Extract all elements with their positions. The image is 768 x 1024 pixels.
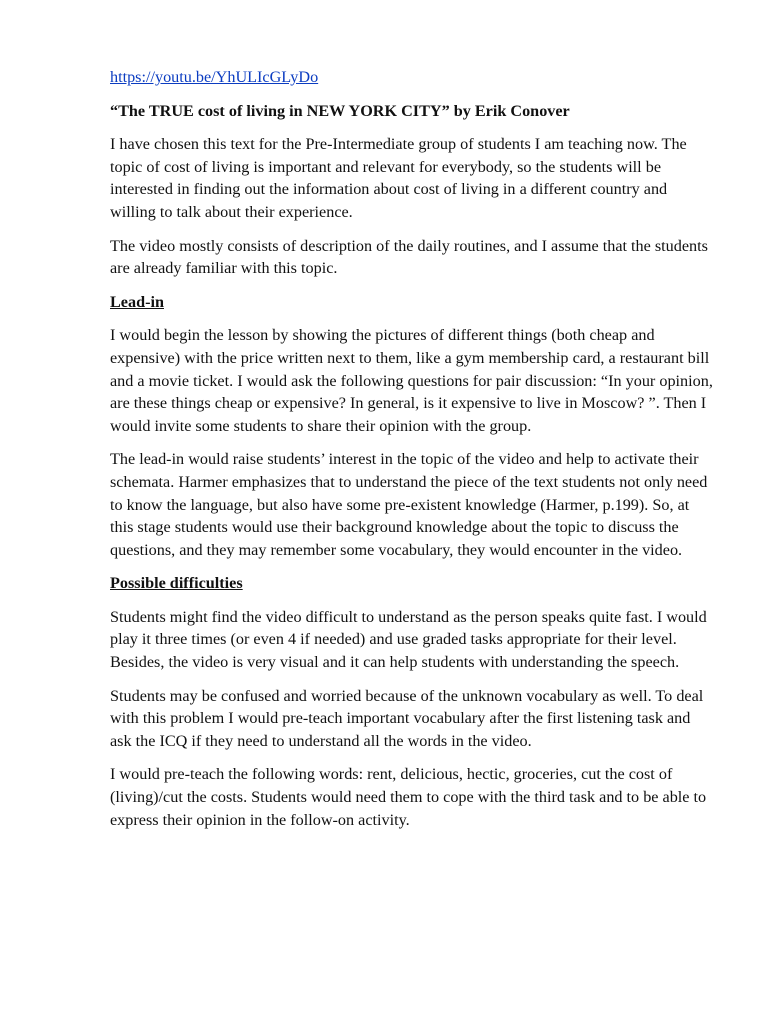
section-paragraph: Students might find the video difficult to understand as the person speaks quite fast. I would play it three times (or even 4 if needed) and use graded tasks appropriate for their level. Besides, the video is very visual and it can help students with understanding the speech.	[110, 607, 707, 672]
section-paragraph: Students may be confused and worried because of the unknown vocabulary as well. To deal with this problem I would pre-teach important vocabulary after the first listening task and ask the ICQ if they need to understand all the words in the video.	[110, 686, 704, 750]
section-heading-possible-difficulties: Possible difficulties	[110, 574, 243, 593]
intro-paragraph: I have chosen this text for the Pre-Intermediate group of students I am teaching now. The topic of cost of living is important and relevant for everybody, so the students will be interested in finding out the information about cost of living in a different country and willing to talk about their experience.	[110, 135, 687, 221]
document-title: “The TRUE cost of living in NEW YORK CITY” by Erik Conover	[110, 101, 570, 120]
section-paragraph: The lead-in would raise students’ interest in the topic of the video and help to activate their schemata. Harmer emphasizes that to understand the piece of the text students not only need to know the language, but also have some pre-existent knowledge (Harmer, p.199). So, at this stage students would use their background knowledge about the topic to discuss the questions, and they may remember some vocabulary, they would encounter in the video.	[110, 450, 708, 559]
section-heading-lead-in: Lead-in	[110, 292, 164, 311]
video-link[interactable]: https://youtu.be/YhULIcGLyDo	[110, 68, 319, 86]
section-paragraph: I would begin the lesson by showing the pictures of different things (both cheap and expensive) with the price written next to them, like a gym membership card, a restaurant bill and a movie ticket. I would ask the following questions for pair discussion: “In your opinion, are these things cheap or expensive? In general, is it expensive to live in Moscow? ”. Then I would invite some students to share their opinion with the group.	[110, 326, 713, 435]
document-page	[110, 66, 715, 842]
section-paragraph: I would pre-teach the following words: rent, delicious, hectic, groceries, cut the cost of (living)/cut the costs. Students would need them to cope with the third task and to be able to express their opinion in the follow-on activity.	[110, 765, 707, 829]
intro-paragraph: The video mostly consists of description of the daily routines, and I assume that the students are already familiar with this topic.	[110, 236, 708, 278]
